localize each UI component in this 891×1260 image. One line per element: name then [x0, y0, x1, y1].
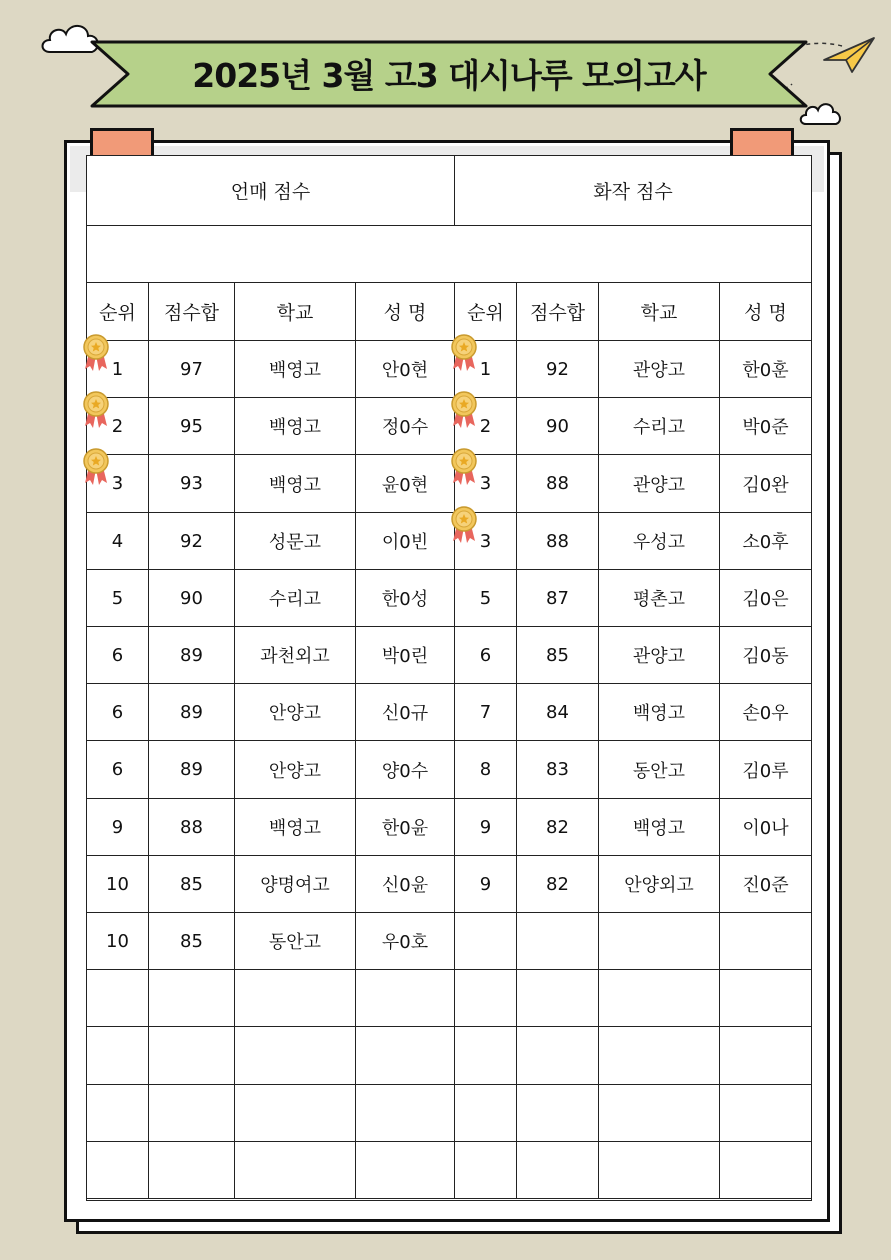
blank-row	[87, 226, 811, 283]
school-cell: 수리고	[235, 570, 356, 627]
school-cell: 동안고	[599, 741, 720, 799]
column-header: 점수합	[517, 283, 599, 341]
name-cell	[720, 1027, 811, 1085]
rank-cell: 5	[455, 570, 517, 627]
name-cell: 진0준	[720, 856, 811, 913]
score-cell: 87	[517, 570, 599, 627]
rank-cell: 3	[87, 455, 149, 513]
name-cell: 이0빈	[356, 513, 455, 570]
school-cell: 관양고	[599, 341, 720, 398]
rank-cell	[87, 970, 149, 1027]
rank-cell: 9	[455, 799, 517, 856]
school-cell	[599, 970, 720, 1027]
score-cell: 92	[149, 513, 235, 570]
rank-cell	[87, 1085, 149, 1142]
score-cell	[517, 1085, 599, 1142]
name-cell: 한0훈	[720, 341, 811, 398]
score-cell	[149, 1085, 235, 1142]
score-cell: 92	[517, 341, 599, 398]
school-cell: 관양고	[599, 455, 720, 513]
school-cell	[599, 1027, 720, 1085]
name-cell	[720, 970, 811, 1027]
name-cell: 신0규	[356, 684, 455, 741]
title-banner	[90, 40, 808, 108]
school-cell: 안양고	[235, 741, 356, 799]
name-cell	[720, 1142, 811, 1199]
column-header: 성 명	[720, 283, 811, 341]
rank-cell	[455, 970, 517, 1027]
medal-icon	[449, 390, 479, 430]
school-cell: 동안고	[235, 913, 356, 970]
score-cell: 84	[517, 684, 599, 741]
score-cell	[517, 970, 599, 1027]
medal-icon	[449, 505, 479, 545]
name-cell: 김0동	[720, 627, 811, 684]
name-cell: 한0성	[356, 570, 455, 627]
school-cell	[599, 913, 720, 970]
column-header: 학교	[599, 283, 720, 341]
score-cell: 88	[149, 799, 235, 856]
rank-cell: 10	[87, 913, 149, 970]
rank-cell: 9	[87, 799, 149, 856]
rank-cell: 2	[87, 398, 149, 455]
score-cell	[517, 1027, 599, 1085]
school-cell	[599, 1142, 720, 1199]
school-cell: 백영고	[235, 455, 356, 513]
rank-cell: 8	[455, 741, 517, 799]
name-cell	[356, 1027, 455, 1085]
rank-cell: 2	[455, 398, 517, 455]
name-cell: 이0나	[720, 799, 811, 856]
name-cell: 김0완	[720, 455, 811, 513]
rank-cell: 5	[87, 570, 149, 627]
school-cell: 수리고	[599, 398, 720, 455]
school-cell: 백영고	[235, 398, 356, 455]
column-header: 순위	[87, 283, 149, 341]
name-cell: 박0린	[356, 627, 455, 684]
score-cell	[517, 913, 599, 970]
medal-icon	[449, 447, 479, 487]
school-cell: 백영고	[599, 684, 720, 741]
name-cell	[356, 1085, 455, 1142]
name-cell: 윤0현	[356, 455, 455, 513]
school-cell: 양명여고	[235, 856, 356, 913]
school-cell	[235, 1085, 356, 1142]
name-cell: 양0수	[356, 741, 455, 799]
paper-clip-left	[90, 128, 154, 158]
name-cell: 손0우	[720, 684, 811, 741]
medal-icon	[81, 447, 111, 487]
school-cell: 과천외고	[235, 627, 356, 684]
rank-cell: 10	[87, 856, 149, 913]
page-title: 2025년 3월 고3 대시나루 모의고사	[192, 56, 706, 95]
rank-cell	[87, 1142, 149, 1199]
rank-cell	[87, 1027, 149, 1085]
name-cell	[720, 1085, 811, 1142]
rank-cell: 3	[455, 455, 517, 513]
name-cell: 우0호	[356, 913, 455, 970]
score-cell: 97	[149, 341, 235, 398]
name-cell: 김0은	[720, 570, 811, 627]
rank-cell: 9	[455, 856, 517, 913]
medal-icon	[81, 333, 111, 373]
column-header: 점수합	[149, 283, 235, 341]
name-cell	[720, 913, 811, 970]
school-cell: 안양고	[235, 684, 356, 741]
rank-cell: 4	[87, 513, 149, 570]
score-cell	[149, 1142, 235, 1199]
rank-cell: 1	[87, 341, 149, 398]
rank-cell: 1	[455, 341, 517, 398]
score-cell	[517, 1142, 599, 1199]
score-cell: 89	[149, 741, 235, 799]
section-header-left: 언매 점수	[87, 156, 455, 226]
score-cell	[149, 1027, 235, 1085]
score-cell: 85	[149, 856, 235, 913]
rank-cell: 6	[87, 627, 149, 684]
medal-icon	[449, 333, 479, 373]
school-cell: 백영고	[235, 341, 356, 398]
column-header: 학교	[235, 283, 356, 341]
score-cell: 95	[149, 398, 235, 455]
name-cell: 정0수	[356, 398, 455, 455]
score-cell: 83	[517, 741, 599, 799]
paper-plane-icon	[822, 34, 876, 76]
paper-clip-right	[730, 128, 794, 158]
name-cell	[356, 1142, 455, 1199]
name-cell: 한0윤	[356, 799, 455, 856]
name-cell	[356, 970, 455, 1027]
score-cell: 82	[517, 856, 599, 913]
school-cell: 우성고	[599, 513, 720, 570]
name-cell: 박0준	[720, 398, 811, 455]
school-cell	[235, 1142, 356, 1199]
rank-cell: 3	[455, 513, 517, 570]
score-cell: 85	[149, 913, 235, 970]
school-cell: 백영고	[599, 799, 720, 856]
rank-cell: 7	[455, 684, 517, 741]
name-cell: 김0루	[720, 741, 811, 799]
school-cell: 관양고	[599, 627, 720, 684]
name-cell: 안0현	[356, 341, 455, 398]
school-cell	[599, 1085, 720, 1142]
rank-cell: 6	[87, 684, 149, 741]
school-cell	[235, 970, 356, 1027]
rank-cell	[455, 1027, 517, 1085]
name-cell: 소0후	[720, 513, 811, 570]
column-header: 성 명	[356, 283, 455, 341]
rank-cell	[455, 1142, 517, 1199]
medal-icon	[81, 390, 111, 430]
score-cell: 89	[149, 627, 235, 684]
score-cell: 88	[517, 455, 599, 513]
rank-cell	[455, 1085, 517, 1142]
rank-cell: 6	[455, 627, 517, 684]
school-cell: 평촌고	[599, 570, 720, 627]
rank-cell	[455, 913, 517, 970]
score-cell: 82	[517, 799, 599, 856]
school-cell: 안양외고	[599, 856, 720, 913]
column-header: 순위	[455, 283, 517, 341]
school-cell: 백영고	[235, 799, 356, 856]
school-cell: 성문고	[235, 513, 356, 570]
score-cell: 90	[149, 570, 235, 627]
score-cell: 89	[149, 684, 235, 741]
rank-cell: 6	[87, 741, 149, 799]
score-cell: 85	[517, 627, 599, 684]
school-cell	[235, 1027, 356, 1085]
score-cell: 93	[149, 455, 235, 513]
score-table	[86, 155, 812, 1201]
score-cell: 90	[517, 398, 599, 455]
score-cell: 88	[517, 513, 599, 570]
name-cell: 신0윤	[356, 856, 455, 913]
score-cell	[149, 970, 235, 1027]
section-header-right: 화작 점수	[455, 156, 811, 226]
